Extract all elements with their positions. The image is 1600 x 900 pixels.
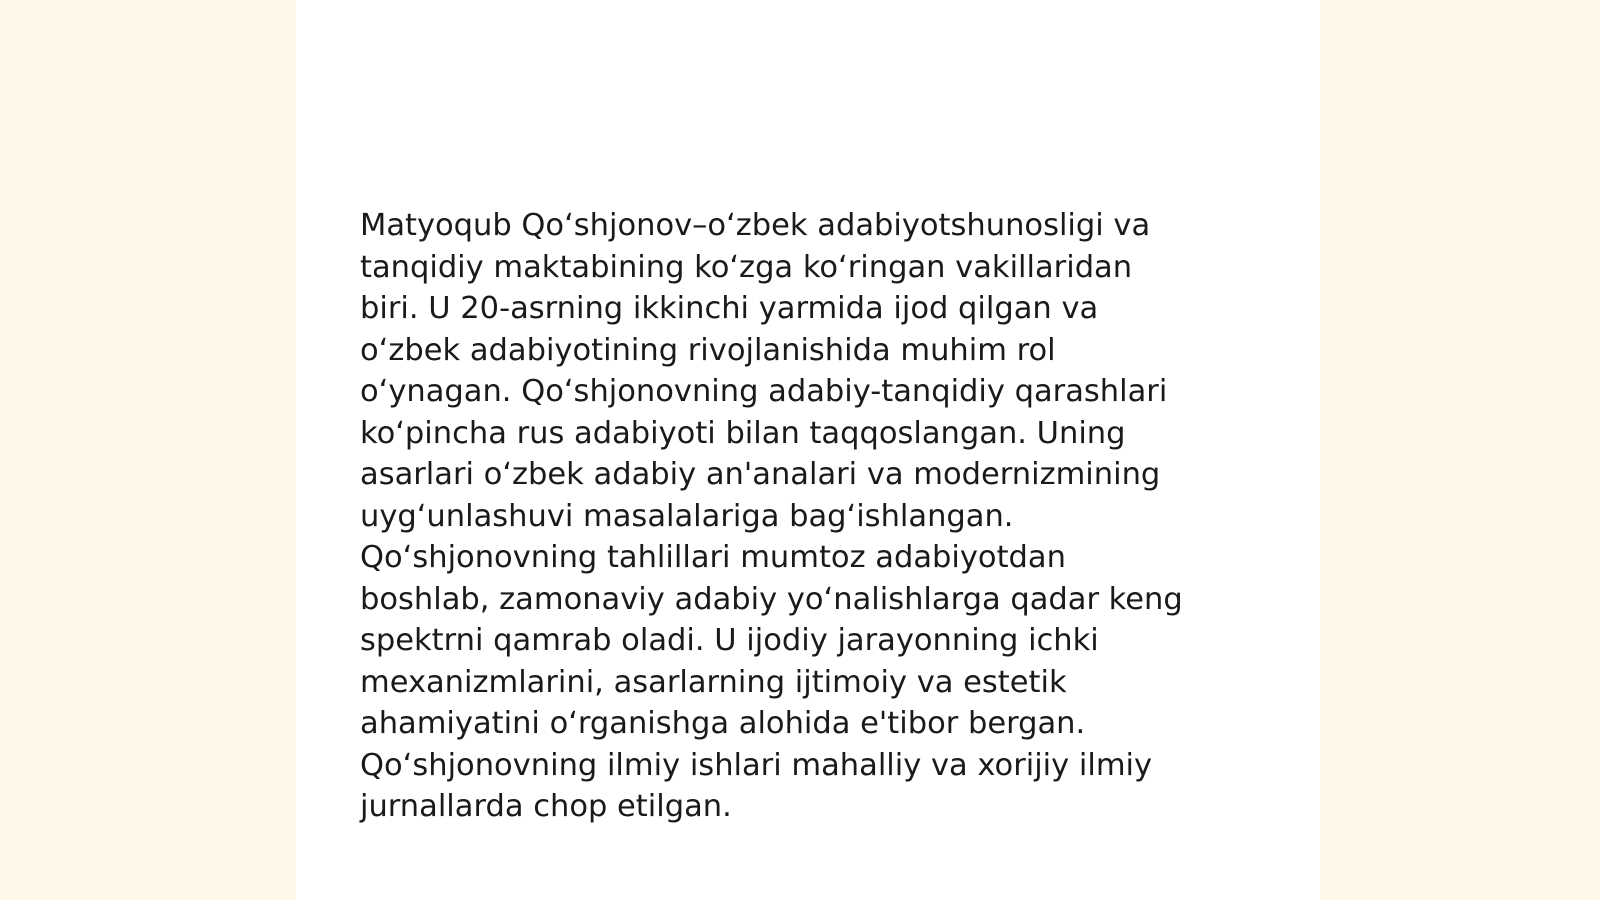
text-line: ahamiyatini oʻrganishga alohida e'tibor bergan.	[360, 706, 1086, 741]
text-line: Matyoqub Qoʻshjonov–oʻzbek adabiyotshunosligi va	[360, 208, 1151, 243]
text-line: tanqidiy maktabining koʻzga koʻringan vakillaridan	[360, 249, 1133, 285]
body-paragraph	[360, 205, 1250, 828]
text-line: oʻzbek adabiyotining rivojlanishida muhim rol	[360, 332, 1056, 368]
text-line: koʻpincha rus adabiyoti bilan taqqoslangan. Uning	[360, 415, 1126, 451]
text-line: Qoʻshjonovning tahlillari mumtoz adabiyotdan	[360, 540, 1066, 575]
text-line: boshlab, zamonaviy adabiy yoʻnalishlarga qadar keng	[360, 581, 1183, 617]
text-line: oʻynagan. Qoʻshjonovning adabiy-tanqidiy qarashlari	[360, 374, 1168, 409]
text-line: jurnallarda chop etilgan.	[360, 789, 732, 824]
text-line: uygʻunlashuvi masalalariga bagʻishlangan.	[360, 498, 1014, 534]
text-line: Qoʻshjonovning ilmiy ishlari mahalliy va xorijiy ilmiy	[360, 747, 1153, 783]
text-line: spektrni qamrab oladi. U ijodiy jarayonning ichki	[360, 623, 1099, 658]
document-page	[296, 0, 1320, 900]
text-line: biri. U 20-asrning ikkinchi yarmida ijod qilgan va	[360, 291, 1099, 326]
text-line: asarlari oʻzbek adabiy an'analari va modernizmining	[360, 457, 1161, 492]
text-line: mexanizmlarini, asarlarning ijtimoiy va estetik	[360, 664, 1067, 700]
